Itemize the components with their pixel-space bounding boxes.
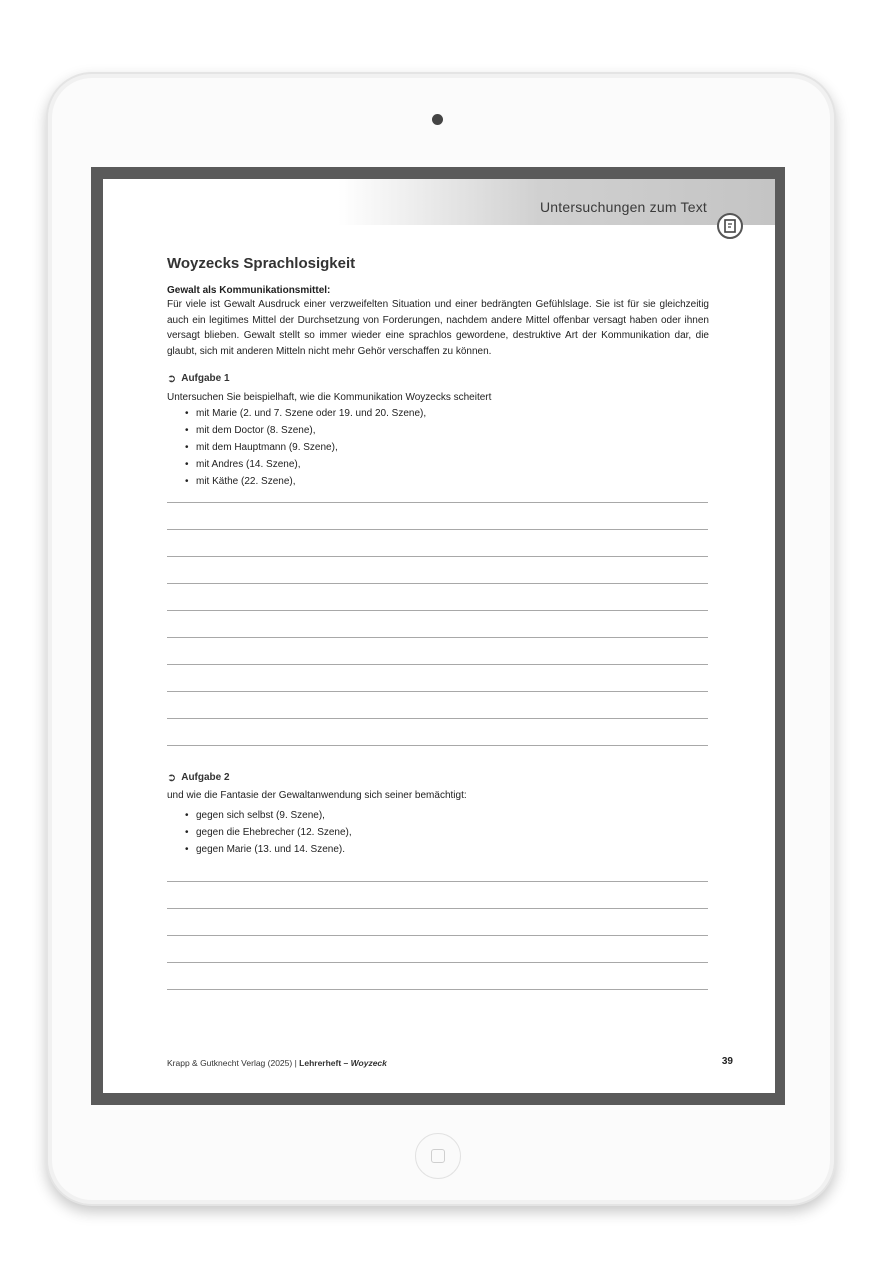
answer-lines-task2[interactable] bbox=[167, 855, 708, 990]
answer-line[interactable] bbox=[167, 503, 708, 530]
worksheet-content bbox=[167, 255, 709, 490]
answer-line[interactable] bbox=[167, 855, 708, 882]
header-band bbox=[103, 179, 775, 225]
footer-booklet: Lehrerheft – bbox=[299, 1058, 351, 1068]
answer-line[interactable] bbox=[167, 611, 708, 638]
answer-line[interactable] bbox=[167, 909, 708, 936]
curved-arrow-icon: ➲ bbox=[167, 373, 177, 385]
page-title: Woyzecks Sprachlosigkeit bbox=[167, 255, 356, 272]
list-item: • gegen Marie (13. und 14. Szene). bbox=[185, 841, 709, 858]
task2-heading bbox=[167, 771, 709, 784]
list-item: • mit Käthe (22. Szene), bbox=[185, 473, 709, 490]
list-item: • mit Andres (14. Szene), bbox=[185, 456, 709, 473]
answer-lines-task1[interactable] bbox=[167, 476, 708, 746]
answer-line[interactable] bbox=[167, 882, 708, 909]
list-item: • mit dem Hauptmann (9. Szene), bbox=[185, 439, 709, 456]
document-page bbox=[103, 179, 775, 1093]
answer-line[interactable] bbox=[167, 665, 708, 692]
camera-icon bbox=[432, 114, 443, 125]
task2-block bbox=[167, 771, 709, 858]
intro-paragraph: Für viele ist Gewalt Ausdruck einer verzweifelten Situation und einer bedrängten Gefühlslage. Sie ist für sie gleichzeitig auch ein legitimes Mittel der Durchsetzung von Forderungen, nachdem andere Mittel offenbar versagt haben oder ihnen versagt blieben. Gewalt stellt so immer wieder eine sprachlos gewordene, destruktive Art der Kommunikation dar, die glaubt, sich mit anderen Mitteln nicht mehr Gehör verschaffen zu können. bbox=[167, 299, 709, 357]
task1-intro: Untersuchen Sie beispielhaft, wie die Kommunikation Woyzecks scheitert bbox=[167, 392, 492, 403]
answer-line[interactable] bbox=[167, 963, 708, 990]
answer-line[interactable] bbox=[167, 530, 708, 557]
task1-label: Aufgabe 1 bbox=[181, 373, 230, 384]
footer-work: Woyzeck bbox=[350, 1058, 387, 1068]
section-title: Untersuchungen zum Text bbox=[540, 199, 707, 215]
publisher-logo-icon bbox=[717, 213, 743, 239]
answer-line[interactable] bbox=[167, 638, 708, 665]
answer-line[interactable] bbox=[167, 936, 708, 963]
curved-arrow-icon: ➲ bbox=[167, 772, 177, 784]
answer-line[interactable] bbox=[167, 557, 708, 584]
task2-list bbox=[167, 807, 709, 858]
task2-intro: und wie die Fantasie der Gewaltanwendung sich seiner bemächtigt: bbox=[167, 790, 467, 801]
footer-credit bbox=[167, 1058, 387, 1068]
page-number: 39 bbox=[721, 1056, 733, 1067]
list-item: • gegen die Ehebrecher (12. Szene), bbox=[185, 824, 709, 841]
answer-line[interactable] bbox=[167, 719, 708, 746]
answer-line[interactable] bbox=[167, 476, 708, 503]
list-item: • mit Marie (2. und 7. Szene oder 19. und 20. Szene), bbox=[185, 405, 709, 422]
answer-line[interactable] bbox=[167, 692, 708, 719]
task2-label: Aufgabe 2 bbox=[181, 772, 230, 783]
list-item: • mit dem Doctor (8. Szene), bbox=[185, 422, 709, 439]
footer-publisher: Krapp & Gutknecht Verlag (2025) | bbox=[167, 1058, 300, 1068]
home-square-icon bbox=[431, 1149, 445, 1163]
answer-line[interactable] bbox=[167, 584, 708, 611]
subheading: Gewalt als Kommunikationsmittel: bbox=[167, 285, 331, 296]
task1-heading bbox=[167, 372, 709, 385]
list-item: • gegen sich selbst (9. Szene), bbox=[185, 807, 709, 824]
home-button[interactable] bbox=[415, 1133, 461, 1179]
